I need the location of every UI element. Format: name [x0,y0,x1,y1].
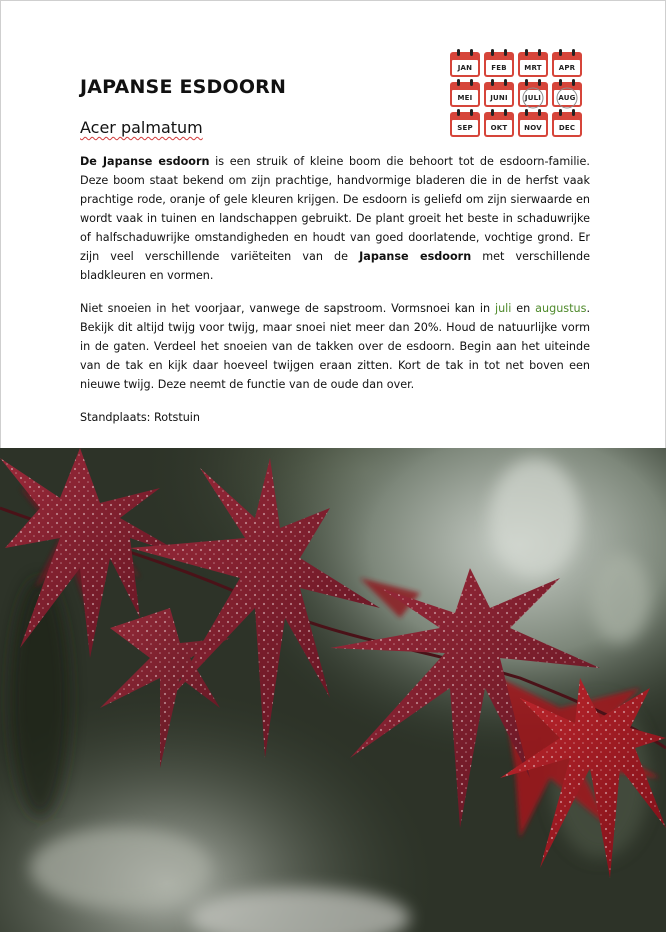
pruning-text-3: . Bekijk dit altijd twijg voor twijg, maar snoei niet meer dan 20%. Houd de natuurlijke vorm in de gaten. Verdeel het snoeien van de takken over de esdoorn. Begin aan het uiteinde van de tak en kijk daar hoeveel twijgen eraan zitten. Kort de tak in tot net boven een nieuwe twijg. Deze neemt de functie van de oude dan over. [80,302,591,391]
month-label: OKT [486,120,512,135]
maple-photo [0,448,666,932]
body-text [80,152,590,441]
month-label: JAN [452,60,478,75]
month-calendar [450,52,582,137]
month-label: AUG [554,90,580,105]
month-label: DEC [554,120,580,135]
calendar-icon [518,82,548,107]
pruning-month-august: augustus [535,302,587,315]
calendar-icon [484,112,514,137]
scientific-name: Acer palmatum [80,118,203,137]
month-label: NOV [520,120,546,135]
calendar-icon [552,82,582,107]
calendar-icon [518,112,548,137]
calendar-icon [450,52,480,77]
pruning-text-1: Niet snoeien in het voorjaar, vanwege de sapstroom. Vormsnoei kan in [80,302,495,315]
month-label: MEI [452,90,478,105]
intro-bold-start: De Japanse esdoorn [80,155,210,168]
pruning-paragraph [80,299,590,394]
location-line: Standplaats: Rotstuin [80,411,201,424]
page-title: JAPANSE ESDOORN [80,76,287,98]
month-label: JUNI [486,90,512,105]
month-label: FEB [486,60,512,75]
calendar-icon [484,82,514,107]
intro-paragraph [80,152,590,285]
intro-text-2: met verschillende bladkleuren en vormen. [80,250,591,282]
month-label: APR [554,60,580,75]
calendar-icon [450,112,480,137]
calendar-icon [552,52,582,77]
calendar-icon [518,52,548,77]
page-subtitle [80,118,203,137]
month-label: MRT [520,60,546,75]
month-label: JULI [520,90,546,105]
calendar-icon [450,82,480,107]
pruning-month-july: juli [494,302,512,315]
intro-text-1: is een struik of kleine boom die behoort tot de esdoorn-familie. Deze boom staat bekend om zijn prachtige, handvormige bladeren die in de herfst vaak prachtige rode, oranje of gele kleuren krijgen. De esdoorn is geliefd om zijn sierwaarde en wordt vaak in tuinen en landschappen gebruikt. De plant groeit het beste in schaduwrijke of halfschaduwrijke omstandigheden en houdt van goed doorlatende, vochtige grond. Er zijn veel verschillende variëteiten van de [80,155,590,263]
intro-bold-mid: Japanse esdoorn [359,250,472,263]
pruning-text-2: en [511,302,536,315]
maple-leaves-image [0,448,666,932]
calendar-icon [484,52,514,77]
month-label: SEP [452,120,478,135]
calendar-icon [552,112,582,137]
